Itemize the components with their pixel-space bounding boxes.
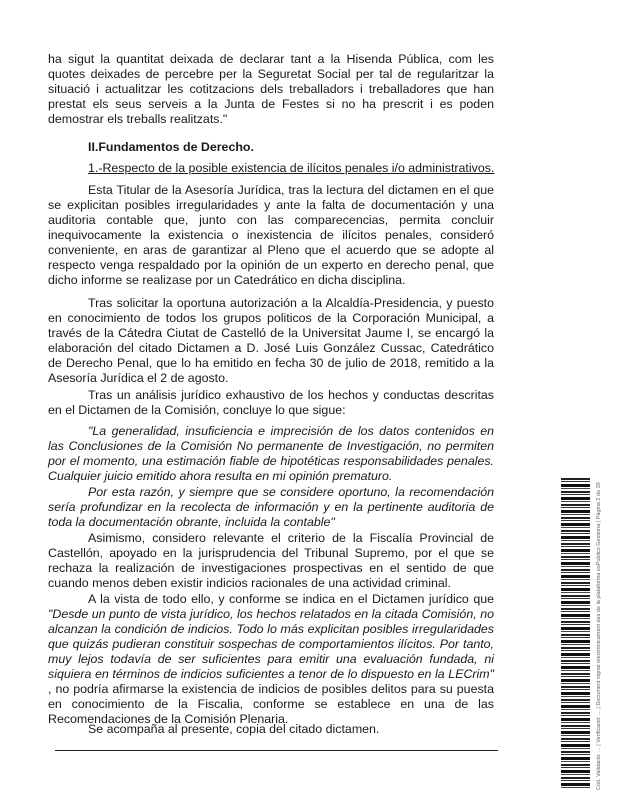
subsection-heading: 1.-Respecto de la posible existencia de ilícitos penales i/o administrativos. xyxy=(88,161,495,175)
section-heading: II.Fundamentos de Derecho. xyxy=(88,140,254,154)
quote: "La generalidad, insuficiencia e imprecisión de los datos contenidos en las Conclusiones de la Comisión No permanente de Investigación, no permiten por el momento, una estimación fiable de hipotéticas responsabilidades penales. Cualquier juicio emitido ahora resulta en mi opinión prematuro. xyxy=(48,424,494,483)
paragraph xyxy=(48,592,494,727)
paragraph-continuation: ha sigut la quantitat deixada de declarar tant a la Hisenda Pública, com les quotes deixades de percebre per la Seguretat Social per tal de regularitzar la situació i actualitzar les cotitzacions dels treballadors i treballadores que han prestat els seus serveis a la Junta de Festes si no ha prescrit i es poden demostrar els treballs realitzats." xyxy=(48,52,494,126)
barcode xyxy=(561,478,590,790)
divider xyxy=(55,750,498,751)
paragraph: Esta Titular de la Asesoría Jurídica, tras la lectura del dictamen en el que se explicitan posibles irregularidades y ante la falta de documentación y una auditoria contable que, junto con las comparecencias, permita concluir inequivocamente la existencia o inexistencia de ilícitos penales, consideró conveniente, en aras de garantizar al Pleno que el acuerdo que se adopte al respecto venga respaldado por la opinión de un experto en derecho penal, que dicho informe se realizase por un Catedrático en dicha disciplina. xyxy=(48,183,494,287)
validation-stamp: Cód. Validació: ... | Verificació: ... | Document signat electrònicament des de la plataforma esPublico Gestiona | Pàgina 2 de 39 xyxy=(596,482,602,790)
paragraph: Asimismo, considero relevante el criterio de la Fiscalía Provincial de Castellón, apoyado en la jurisprudencia del Tribunal Supremo, por el que se rechaza la realización de investigaciones prospectivas en el sentido de que cuando menos deben existir indicios racionales de una actividad criminal. xyxy=(48,531,494,590)
closing-line: Se acompaña al presente, copia del citado dictamen. xyxy=(88,722,380,736)
text: , no podría afirmarse la existencia de indicios de posibles delitos para su puesta en conocimiento de la Fiscalia, conforme se establece en una de las Recomendaciones de la Comisión Plenaria. xyxy=(48,682,494,726)
text: A la vista de todo ello, y conforme se indica en el Dictamen jurídico que xyxy=(88,592,494,606)
quote: Por esta razón, y siempre que se considere oportuno, la recomendación sería profundizar en la recolecta de información y en la pertinente auditoria de toda la documentación obrante, incluida la contable" xyxy=(48,485,494,529)
quote-inline: "Desde un punto de vista jurídico, los hechos relatados en la citada Comisión, no alcanzan la condición de indicios. Todo lo más explicitan posibles irregularidades que quizás pudieran constituir sospechas de comportamientos ilícitos. Por tanto, muy lejos todavía de ser suficientes para emitir una evaluación fundada, ni siquiera en términos de indicios suficientes a tenor de lo dispuesto en la LECrim" xyxy=(48,607,494,681)
paragraph: Tras solicitar la oportuna autorización a la Alcaldía-Presidencia, y puesto en conocimiento de todos los grupos politicos de la Corporación Municipal, a través de la Cátedra Ciutat de Castelló de la Universitat Jaume I, se encargó la elaboración del citado Dictamen a D. José Luis González Cussac, Catedrático de Derecho Penal, que lo ha emitido en fecha 30 de julio de 2018, remitido a la Asesoría Jurídica el 2 de agosto. xyxy=(48,296,494,385)
paragraph: Tras un análisis jurídico exhaustivo de los hechos y conductas descritas en el Dictamen de la Comisión, concluye lo que sigue: xyxy=(48,388,494,417)
